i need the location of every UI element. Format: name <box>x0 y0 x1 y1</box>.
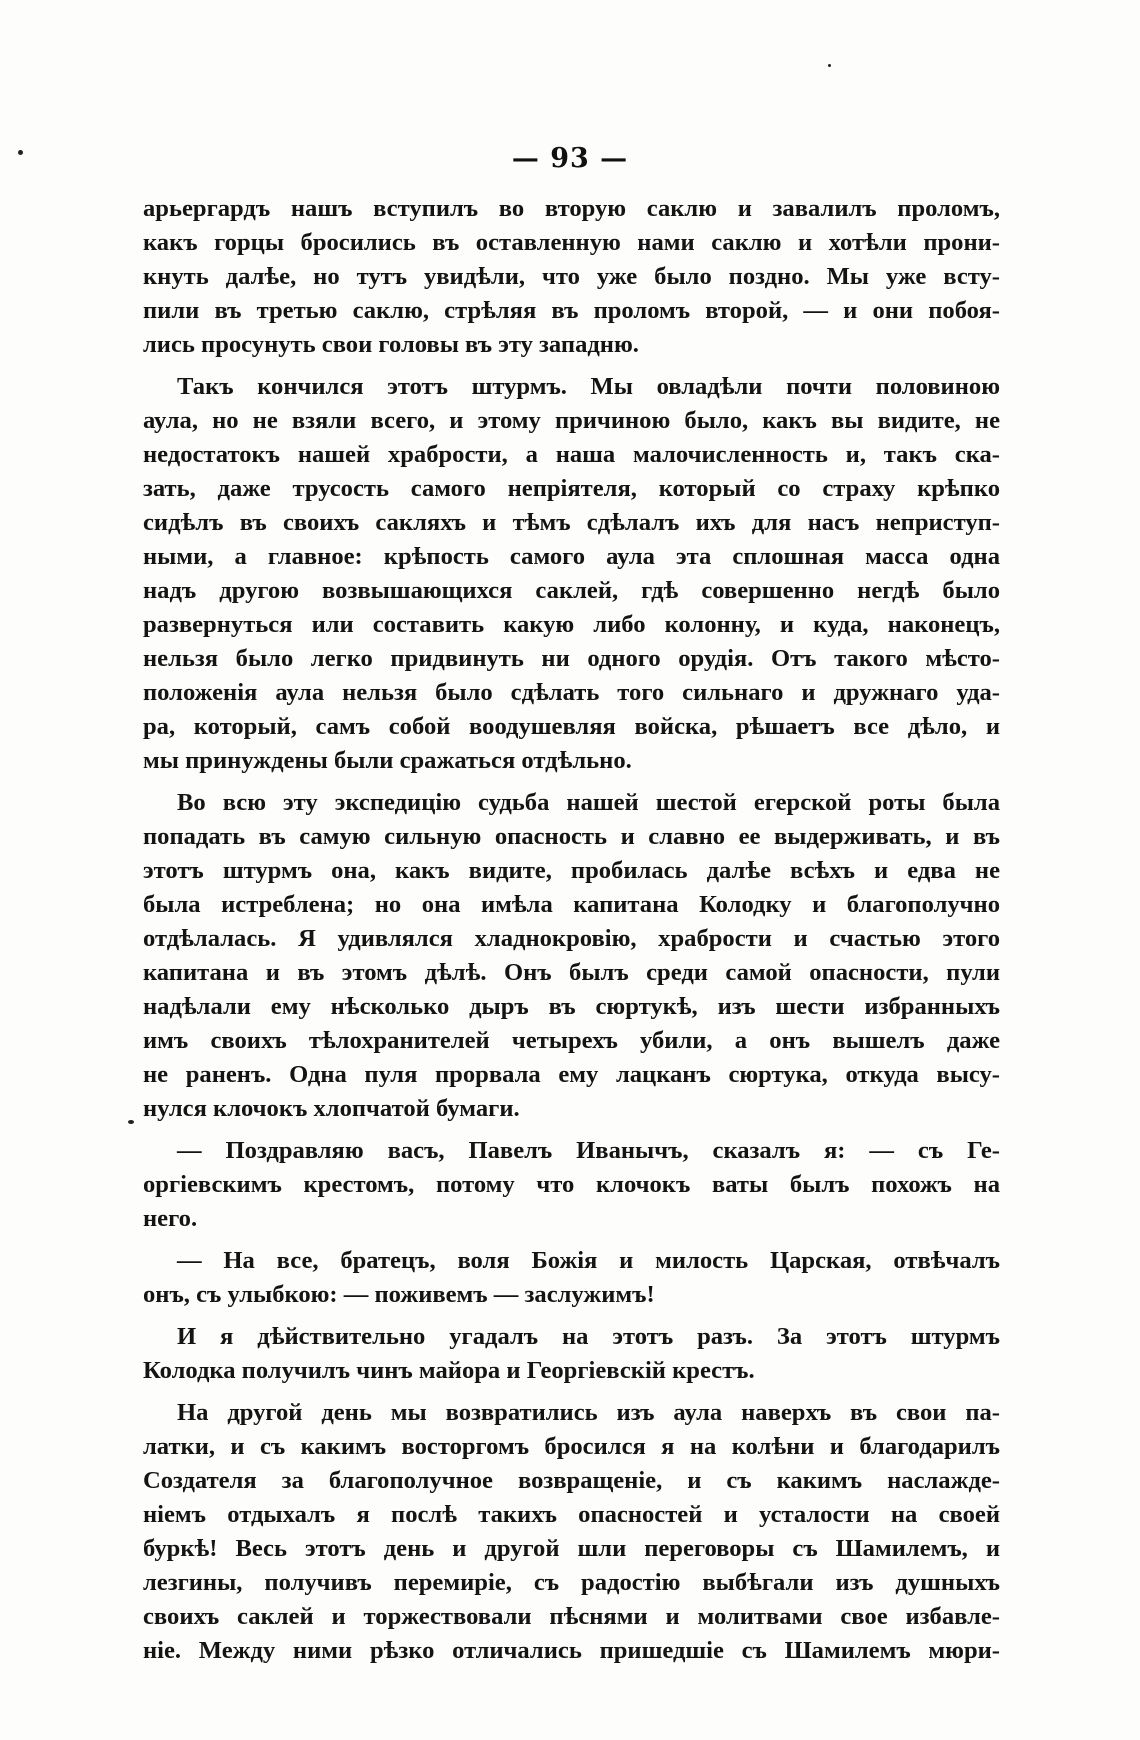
text-line: ніемъ отдыхалъ я послѣ такихъ опасностей и усталости на своей <box>143 1501 1000 1528</box>
text-line: не раненъ. Одна пуля прорвала ему лацканъ сюртука, откуда высу- <box>143 1061 1000 1088</box>
text-line: зать, даже трусость самого непріятеля, который со страху крѣпко <box>143 475 1000 502</box>
text-line: этотъ штурмъ она, какъ видите, пробилась далѣе всѣхъ и едва не <box>143 857 1000 884</box>
text-line: своихъ саклей и торжествовали пѣснями и молитвами свое избавле- <box>143 1603 1000 1630</box>
text-line: арьергардъ нашъ вступилъ во вторую саклю и завалилъ проломъ, <box>143 195 1000 222</box>
print-speck <box>828 64 831 67</box>
text-line: — На все, братецъ, воля Божія и милость Царская, отвѣчалъ <box>177 1247 1000 1274</box>
paragraph <box>143 1320 1000 1388</box>
text-line: надѣлали ему нѣсколько дыръ въ сюртукѣ, изъ шести избранныхъ <box>143 993 1000 1020</box>
text-line: капитана и въ этомъ дѣлѣ. Онъ былъ среди самой опасности, пули <box>143 959 1000 986</box>
paragraph <box>143 786 1000 1126</box>
text-line: попадать въ самую сильную опасность и славно ее выдерживать, и въ <box>143 823 1000 850</box>
text-line: ніе. Между ними рѣзко отличались пришедшіе съ Шамилемъ мюри- <box>143 1637 1000 1664</box>
text-line: нельзя было легко придвинуть ни одного орудія. Отъ такого мѣсто- <box>143 645 1000 672</box>
text-line: онъ, съ улыбкою: — поживемъ — заслужимъ! <box>143 1281 655 1308</box>
text-line: нулся клочокъ хлопчатой бумаги. <box>143 1095 520 1122</box>
text-line: недостатокъ нашей храбрости, а наша малочисленность и, такъ ска- <box>143 441 1000 468</box>
paragraph <box>143 1244 1000 1312</box>
text-line: Во всю эту экспедицію судьба нашей шестой егерской роты была <box>177 789 1000 816</box>
text-line: Такъ кончился этотъ штурмъ. Мы овладѣли почти половиною <box>177 373 1000 400</box>
print-speck <box>128 1120 134 1124</box>
text-line: кнуть далѣе, но тутъ увидѣли, что уже было поздно. Мы уже всту- <box>143 263 1000 290</box>
paragraph <box>143 192 1000 362</box>
text-line: оргіевскимъ крестомъ, потому что клочокъ ваты былъ похожъ на <box>143 1171 1000 1198</box>
text-line: лезгины, получивъ перемиріе, съ радостію выбѣгали изъ душныхъ <box>143 1569 1000 1596</box>
body-text <box>143 192 1000 1668</box>
page-number: — 93 — <box>511 143 629 174</box>
text-line: пили въ третью саклю, стрѣляя въ проломъ второй, — и они побоя- <box>143 297 1000 324</box>
paragraph <box>143 370 1000 778</box>
text-line: мы принуждены были сражаться отдѣльно. <box>143 747 632 774</box>
text-line: него. <box>143 1205 198 1232</box>
text-line: буркѣ! Весь этотъ день и другой шли переговоры съ Шамилемъ, и <box>143 1535 1000 1562</box>
text-line: И я дѣйствительно угадалъ на этотъ разъ. За этотъ штурмъ <box>177 1323 1000 1350</box>
text-line: латки, и съ какимъ восторгомъ бросился я на колѣни и благодарилъ <box>143 1433 1000 1460</box>
paragraph <box>143 1396 1000 1668</box>
text-line: ра, который, самъ собой воодушевляя войска, рѣшаетъ все дѣло, и <box>143 713 1000 740</box>
text-line: сидѣлъ въ своихъ сакляхъ и тѣмъ сдѣлалъ ихъ для насъ неприступ- <box>143 509 1000 536</box>
text-line: была истреблена; но она имѣла капитана Колодку и благополучно <box>143 891 1000 918</box>
text-line: надъ другою возвышающихся саклей, гдѣ совершенно негдѣ было <box>143 577 1000 604</box>
text-line: — Поздравляю васъ, Павелъ Иванычъ, сказалъ я: — съ Ге- <box>177 1137 1000 1164</box>
text-line: аула, но не взяли всего, и этому причиною было, какъ вы видите, не <box>143 407 1000 434</box>
text-line: ными, а главное: крѣпость самого аула эта сплошная масса одна <box>143 543 1000 570</box>
text-line: развернуться или составить какую либо колонну, и куда, наконецъ, <box>143 611 1000 638</box>
text-line: лись просунуть свои головы въ эту западню. <box>143 331 639 358</box>
text-line: какъ горцы бросились въ оставленную нами саклю и хотѣли прони- <box>143 229 1000 256</box>
text-line: Создателя за благополучное возвращеніе, и съ какимъ наслажде- <box>143 1467 1000 1494</box>
text-line: имъ своихъ тѣлохранителей четырехъ убили, а онъ вышелъ даже <box>143 1027 1000 1054</box>
text-line: отдѣлалась. Я удивлялся хладнокровію, храбрости и счастью этого <box>143 925 1000 952</box>
paragraph <box>143 1134 1000 1236</box>
text-line: положенія аула нельзя было сдѣлать того сильнаго и дружнаго уда- <box>143 679 1000 706</box>
text-line: На другой день мы возвратились изъ аула наверхъ въ свои па- <box>177 1399 1000 1426</box>
text-line: Колодка получилъ чинъ майора и Георгіевскій крестъ. <box>143 1357 755 1384</box>
